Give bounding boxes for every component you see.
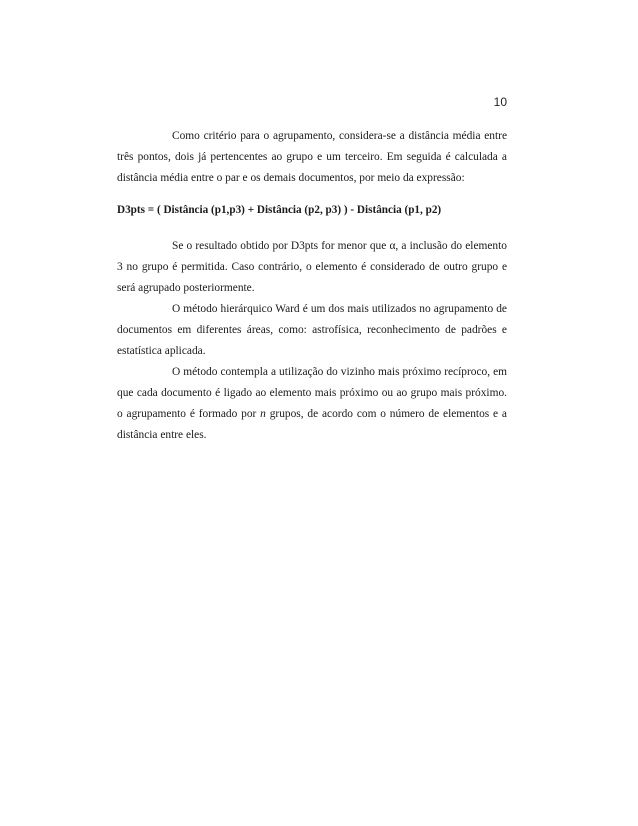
paragraph-reciprocal-neighbor-part2: grupos, de acordo com o número de elementos e a distância entre eles. [117,408,507,441]
variable-n: n [260,408,266,420]
formula-d3pts: D3pts = ( Distância (p1,p3) + Distância (p2, p3) ) - Distância (p1, p2) [117,204,442,216]
paragraph-ward-method: O método hierárquico Ward é um dos mais utilizados no agrupamento de documentos em diferentes áreas, como: astrofísica, reconhecimento de padrões e estatística aplicada. [117,303,507,357]
paragraph-threshold-rule: Se o resultado obtido por D3pts for menor que α, a inclusão do elemento 3 no grupo é permitida. Caso contrário, o elemento é considerado de outro grupo e será agrupado posteriormente. [117,240,507,294]
page-number: 10 [493,95,507,109]
paragraph-reciprocal-neighbor-part1: O método contempla a utilização do vizinho mais próximo recíproco, em que cada documento é ligado ao elemento mais próximo ou ao grupo mais próximo. o agrupamento é formado por [117,366,507,420]
body-text [117,126,507,446]
paragraph-clustering-criterion: Como critério para o agrupamento, considera-se a distância média entre três pontos, dois já pertencentes ao grupo e um terceiro. Em seguida é calculada a distância média entre o par e os demais documentos, por meio da expressão: [117,130,507,184]
paragraph-reciprocal-neighbor [117,362,507,446]
